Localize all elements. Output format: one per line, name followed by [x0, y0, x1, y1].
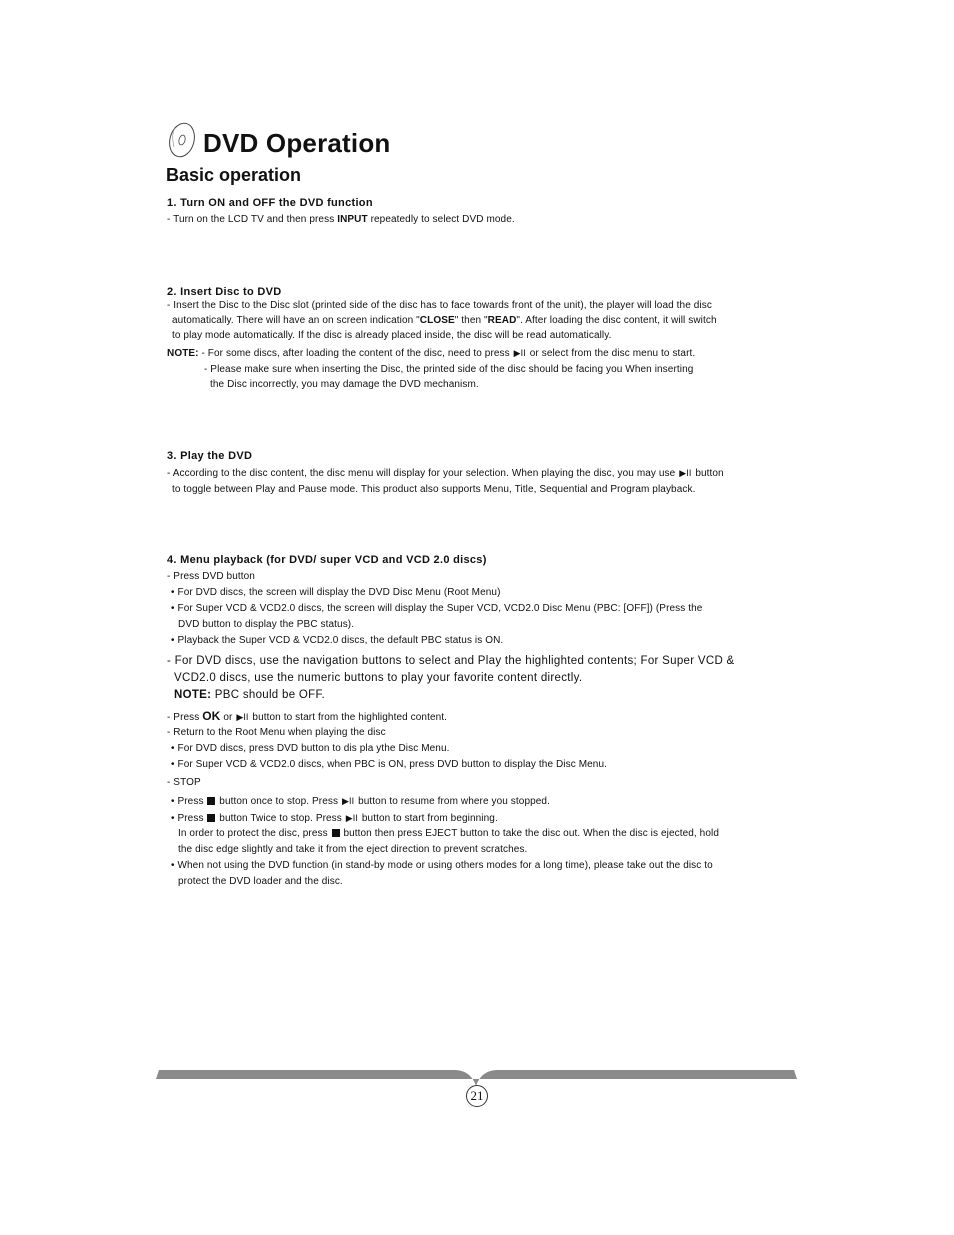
section-4-line-6: - For DVD discs, use the navigation buttons to select and Play the highlighted contents; For Super VCD & — [167, 655, 735, 667]
section-4-line-15: In order to protect the disc, press button then press EJECT button to take the disc out. When the disc is ejected, hold — [178, 828, 719, 839]
stop-icon — [207, 797, 215, 805]
section-4-line-3: • For Super VCD & VCD2.0 discs, the screen will display the Super VCD, VCD2.0 Disc Menu (PBC: [OFF]) (Press the — [171, 603, 703, 614]
section-4-line-16: the disc edge slightly and take it from the eject direction to prevent scratches. — [178, 844, 528, 855]
section-3-line-1: - According to the disc content, the disc menu will display for your selection. When playing the disc, you may use ▶II button — [167, 468, 724, 479]
play-pause-icon: ▶II — [679, 468, 692, 478]
section-4-note: NOTE: PBC should be OFF. — [174, 689, 326, 701]
page-number: 21 — [466, 1085, 488, 1107]
stop-icon — [207, 814, 215, 822]
section-2-heading: 2. Insert Disc to DVD — [167, 286, 282, 298]
page-title: DVD Operation — [203, 128, 391, 158]
section-1-heading: 1. Turn ON and OFF the DVD function — [167, 197, 373, 209]
play-pause-icon: ▶II — [341, 796, 355, 806]
section-3-line-2: to toggle between Play and Pause mode. This product also supports Menu, Title, Sequential and Program playback. — [172, 484, 696, 495]
section-4-line-14: • Press button Twice to stop. Press ▶II button to start from beginning. — [171, 813, 498, 824]
section-4-line-1: - Press DVD button — [167, 571, 255, 582]
disc-icon — [166, 121, 198, 159]
section-2-note-1: NOTE: - For some discs, after loading the content of the disc, need to press ▶II or select from the disc menu to start. — [167, 348, 696, 359]
section-subtitle: Basic operation — [166, 165, 302, 185]
section-2-line-1: - Insert the Disc to the Disc slot (printed side of the disc has to face towards front of the unit), the player will load the disc — [167, 300, 712, 311]
section-4-line-12: - STOP — [167, 777, 201, 788]
section-4-line-7: VCD2.0 discs, use the numeric buttons to play your favorite content directly. — [174, 672, 583, 684]
section-4-line-2: • For DVD discs, the screen will display the DVD Disc Menu (Root Menu) — [171, 587, 501, 598]
section-4-line-4: DVD button to display the PBC status). — [178, 619, 355, 630]
section-2-note-2: - Please make sure when inserting the Disc, the printed side of the disc should be facing you When inserting — [204, 364, 694, 375]
section-2-line-2: automatically. There will have an on screen indication "CLOSE" then "READ". After loading the disc content, it will switch — [172, 315, 717, 326]
section-4-line-18: protect the DVD loader and the disc. — [178, 876, 343, 887]
section-4-line-13: • Press button once to stop. Press ▶II button to resume from where you stopped. — [171, 796, 550, 807]
section-4-line-17: • When not using the DVD function (in stand-by mode or using others modes for a long time), please take out the disc to — [171, 860, 713, 871]
section-4-line-10: • For DVD discs, press DVD button to dis pla ythe Disc Menu. — [171, 743, 450, 754]
section-1-line-1: - Turn on the LCD TV and then press INPUT repeatedly to select DVD mode. — [167, 214, 515, 225]
stop-icon — [332, 829, 340, 837]
section-4-line-9: - Return to the Root Menu when playing the disc — [167, 727, 386, 738]
section-2-note-3: the Disc incorrectly, you may damage the DVD mechanism. — [210, 379, 479, 390]
section-4-heading: 4. Menu playback (for DVD/ super VCD and VCD 2.0 discs) — [167, 554, 487, 566]
section-4-line-11: • For Super VCD & VCD2.0 discs, when PBC is ON, press DVD button to display the Disc Menu. — [171, 759, 607, 770]
section-3-heading: 3. Play the DVD — [167, 450, 253, 462]
play-pause-icon: ▶II — [236, 712, 249, 722]
section-4-line-8: - Press OK or ▶II button to start from the highlighted content. — [167, 709, 448, 723]
section-4-line-5: • Playback the Super VCD & VCD2.0 discs, the default PBC status is ON. — [171, 635, 504, 646]
play-pause-icon: ▶II — [513, 348, 526, 358]
section-2-line-3: to play mode automatically. If the disc is already placed inside, the disc will be read automatically. — [172, 330, 612, 341]
play-pause-icon: ▶II — [345, 813, 358, 823]
